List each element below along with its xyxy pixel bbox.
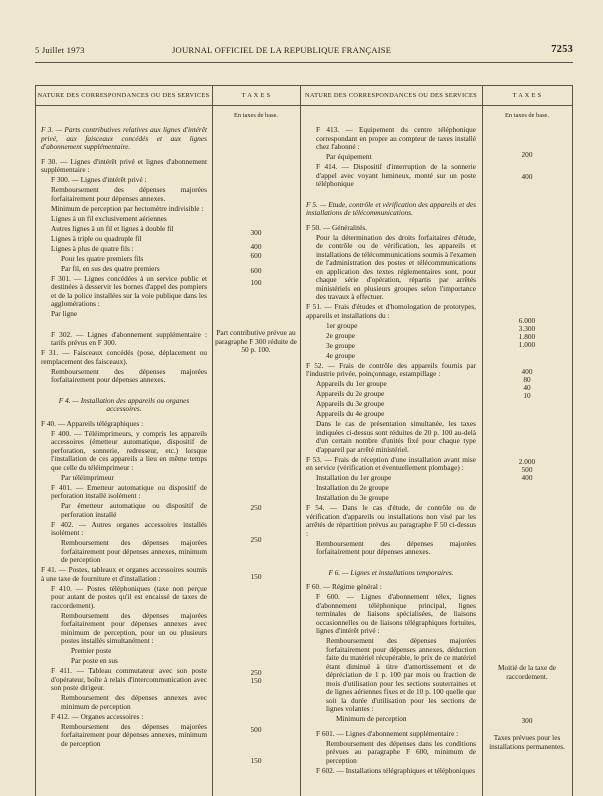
tax-value: 150 (250, 756, 262, 765)
tariff-entry: F 60. — Régime général : (306, 582, 382, 591)
tariff-entry: F 601. — Lignes d'abonnement supplémentaire : (316, 728, 459, 738)
tax-value: 200 (521, 150, 533, 159)
tariff-entry: Par ligne (51, 309, 78, 318)
tariff-entry: F 412. — Organes accessoires : (51, 711, 144, 721)
tariff-entry: Minimum de perception par hectomètre indivisible : (51, 203, 204, 213)
column-header-rule (35, 105, 573, 106)
tariff-entry: F 413. — Equipement du centre téléphonique correspondant en propre au compteur de taxes installé chez l'abonné : (316, 125, 476, 151)
tax-value: Part contributive prévue au paragraphe F 300 réduite de 50 p. 100. (215, 328, 297, 354)
tax-value: 400 (521, 367, 533, 376)
tariff-entry: Appareils du 4e groupe (316, 409, 385, 418)
col-rule (572, 86, 573, 796)
section-heading: F 4. — Installation des appareils ou organes accessoires. (58, 395, 190, 413)
tariff-entry: Par équipement (326, 152, 372, 161)
tariff-entry: Pour la détermination des droits forfaitaires d'étude, de contrôle ou de vérification, les appareils et installations de télécommunications soumis à l'examen de l'administration des postes et télécommunications en application des textes réglementaires sont, pour chaque série d'opération, répartis par arrêtés ministériels en plusieurs groupes selon l'importance des travaux à effectuer. (316, 232, 476, 301)
tariff-entry: F 54. — Dans le cas d'étude, de contrôle ou de vérification d'appareils ou installations non visé par les arrêtés de répartition prévus au paragraphe F 50 ci-dessus : (306, 503, 476, 538)
tax-value: 250 (250, 535, 262, 544)
tariff-entry: Remboursement des dépenses majorées forfaitairement pour dépenses annexes, minimum de perception (61, 721, 207, 748)
tariff-entry: Lignes à triple ou quadruple fil (51, 233, 142, 243)
taxes-unit-note: En taxes de base. (233, 112, 278, 119)
tax-value: 100 (250, 278, 262, 287)
tariff-entry: Remboursement des dépenses annexes avec minimum de perception (61, 693, 207, 711)
tariff-entry: F 602. — Installations télégraphiques et téléphoniques (316, 765, 476, 775)
tariff-entry: Remboursement des dépenses majorées forfaitairement pour dépenses annexes, minimum de perception (61, 538, 207, 564)
tariff-entry: Pour les quatre premiers fils (61, 253, 144, 263)
tariff-entry: 4e groupe (326, 350, 355, 360)
tariff-entry: Dans le cas de présentation simultanée, les taxes indiquées ci-dessus sont réduites de 20 p. 100 au-delà d'un certain nombre d'unités fixé pour chaque type d'appareil par arrêté ministériel. (316, 419, 476, 454)
journal-title: JOURNAL OFFICIEL DE LA REPUBLIQUE FRANÇAISE (172, 45, 392, 55)
tariff-entry: Par téléimprimeur (61, 472, 114, 482)
tariff-entry: Remboursement des dépenses majorées forfaitairement pour dépenses annexes avec minimum de perception, pour un ou plusieurs postes installés simultanément : (61, 610, 207, 645)
taxes-unit-note: En taxes de base. (504, 112, 549, 119)
tariff-entry: F 300. — Lignes d'intérêt privé : (51, 175, 147, 184)
section-heading: F 6. — Lignes et installations temporaires. (328, 567, 454, 577)
tariff-entry: F 411. — Tableau commutateur avec son poste d'opérateur, boîte à relais d'intercommunication avec son poste dirigeur. (51, 666, 207, 692)
tax-value: 400 (521, 172, 533, 181)
tax-value: 80 (523, 375, 531, 384)
column-header-taxes: T A X E S (512, 92, 542, 99)
right-text-column (306, 126, 476, 777)
tax-value: 10 (523, 391, 531, 400)
tariff-entry: F 41. — Postes, tableaux et organes accessoires soumis à une taxe de fourniture et d'installation : (41, 565, 207, 583)
tariff-entry: Lignes à un fil exclusivement aériennes (51, 213, 167, 223)
tariff-entry: F 401. — Emetteur automatique ou dispositif de perforation installé isolément : (51, 482, 207, 500)
tax-value: 300 (250, 228, 262, 237)
tax-value: 250 (250, 503, 262, 512)
tariff-entry: F 410. — Postes téléphoniques (taxe non perçue pour autant de postes qu'il est encaissé de taxes de raccordement). (51, 583, 207, 610)
tariff-entry: Remboursement des dépenses majorées forfaitairement pour dépenses annexes, déduction faite du matériel récupérable, le prix de ce matériel étant diminué à titre d'amortissement et de dépréciation de 1 p. 100 par mois ou fraction de mois d'utilisation pour les sections souterraines et de lignes aériennes fixes et de 10 p. 100 quelle que soit la durée d'utilisation pour les sections de lignes volantes : (326, 636, 476, 713)
tariff-entry: 2e groupe (326, 330, 355, 340)
tax-value: 600 (250, 251, 262, 260)
tariff-entry: Appareils du 1er groupe (316, 379, 387, 388)
tariff-entry: Remboursement des dépenses dans les conditions prévues au paragraphe F 600, minimum de perception (326, 738, 476, 765)
tariff-entry: Installation du 1er groupe (316, 473, 392, 482)
tariff-entry: Lignes à plus de quatre fils : (51, 243, 134, 253)
tariff-entry: Premier poste (71, 646, 112, 655)
tariff-entry: 1er groupe (326, 320, 358, 330)
tariff-entry: Installation du 3e groupe (316, 493, 389, 502)
tax-value: 400 (521, 473, 533, 482)
tariff-entry: Par émetteur automatique ou dispositif de perforation installé (61, 501, 207, 519)
tariff-entry: Par fil, en sus des quatre premiers (61, 263, 160, 273)
page-number: 7253 (551, 44, 573, 55)
tax-value: 300 (521, 716, 533, 725)
tariff-entry: 3e groupe (326, 340, 355, 350)
tariff-entry: F 53. — Frais de réception d'une installation avant mise en service (vérification et éventuellement plombage) : (306, 454, 476, 472)
tax-value: 400 (250, 242, 262, 251)
left-text-column (41, 126, 207, 750)
tariff-entry: F 50. — Généralités. (306, 222, 367, 232)
column-header-taxes: T A X E S (241, 92, 271, 99)
tax-value: 1.000 (518, 340, 536, 349)
tax-value: Moitié de la taxe de raccordement. (498, 663, 556, 681)
col-rule (482, 86, 483, 796)
col-rule (300, 86, 301, 796)
tariff-table (35, 85, 573, 796)
tariff-entry: F 402. — Autres organes accessoires installés isolément : (51, 519, 207, 537)
tariff-entry: F 302. — Lignes d'abonnement supplémentaire : tarifs prévus en F 300. (51, 329, 207, 347)
header-rule (35, 62, 573, 63)
tariff-entry: F 400. — Téléimprimeurs, y compris les appareils accessoires (émetteur automatique, dispositif de perforation, sonnerie, redresseur, etc.) lorsque l'installation de ces appareils a lieu en même temps que celle du téléimprimeur : (51, 428, 207, 472)
tax-value: 500 (250, 725, 262, 734)
tariff-entry: Par poste en sus (71, 656, 118, 665)
column-header-nature: NATURE DES CORRESPONDANCES OU DES SERVICES (304, 92, 478, 99)
running-header (35, 45, 573, 61)
tariff-entry: Remboursement des dépenses majorées forfaitairement pour dépenses annexes. (51, 185, 207, 203)
tariff-entry: Remboursement des dépenses majorées forfaitairement pour dépenses annexes. (51, 366, 207, 384)
tariff-entry: F 414. — Dispositif d'interruption de la sonnerie d'appel avec voyant lumineux, monté sur un poste téléphonique (316, 162, 476, 188)
tariff-entry: F 52. — Frais de contrôle des appareils fournis par l'industrie privée, poinçonnage, estampillage : (306, 360, 476, 378)
col-rule (212, 86, 213, 796)
tax-value: 250 (250, 668, 262, 677)
header-date: 5 Juillet 1973 (35, 45, 85, 55)
tax-value: 600 (250, 266, 262, 275)
section-heading: F 3. — Parts contributives relatives aux lignes d'intérêt privé, aux faisceaux concédés et aux lignes d'abonnement supplémentaire. (41, 125, 207, 151)
tax-value: 40 (523, 383, 531, 392)
tax-value: 500 (521, 465, 533, 474)
tax-value: 3.300 (518, 324, 536, 333)
tariff-entry: F 31. — Faisceaux concédés (pose, déplacement ou remplacement des faisceaux). (41, 348, 207, 366)
tax-value: 150 (250, 676, 262, 685)
tax-value: 6.000 (518, 316, 536, 325)
tariff-entry: Remboursement des dépenses majorées forfaitairement pour dépenses annexes. (316, 538, 476, 556)
tax-value: 2.000 (518, 457, 536, 466)
tariff-entry: F 301. — Lignes concédées à un service public et destinées à desservir les bornes d'appel des pompiers et de la police installées sur la voie publique dans les agglomérations : (51, 273, 207, 308)
col-rule (35, 86, 36, 796)
tariff-entry: Appareils du 2e groupe (316, 389, 385, 398)
section-heading: F 5. — Etude, contrôle et vérification des appareils et des installations de télécommunications. (306, 199, 476, 217)
tariff-entry: F 40. — Appareils télégraphiques : (41, 418, 144, 428)
tax-value: Taxes prévues pour les installations permanentes. (489, 733, 565, 751)
tariff-entry: Installation du 2e groupe (316, 483, 389, 492)
tariff-entry: Appareils du 3e groupe (316, 399, 385, 408)
tariff-entry: Minimum de perception (336, 714, 407, 723)
tariff-entry: F 51. — Frais d'études et d'homologation de prototypes, appareils et installations du : (306, 302, 476, 320)
tariff-entry: F 600. — Lignes d'abonnement télex, lignes d'abonnement téléphonique principal, lignes terminales de liaisons spécialisées, de liaisons occasionnelles ou de liaisons télégraphiques fortuites, lignes d'intérêt privé : (316, 592, 476, 635)
tax-value: 1.800 (518, 332, 536, 341)
column-header-nature: NATURE DES CORRESPONDANCES OU DES SERVICES (37, 92, 210, 99)
tax-value: 150 (250, 572, 262, 581)
tariff-entry: Autres lignes à un fil et lignes à double fil (51, 223, 174, 233)
tariff-entry: F 30. — Lignes d'intérêt privé et lignes d'abonnement supplémentaire : (41, 156, 207, 174)
